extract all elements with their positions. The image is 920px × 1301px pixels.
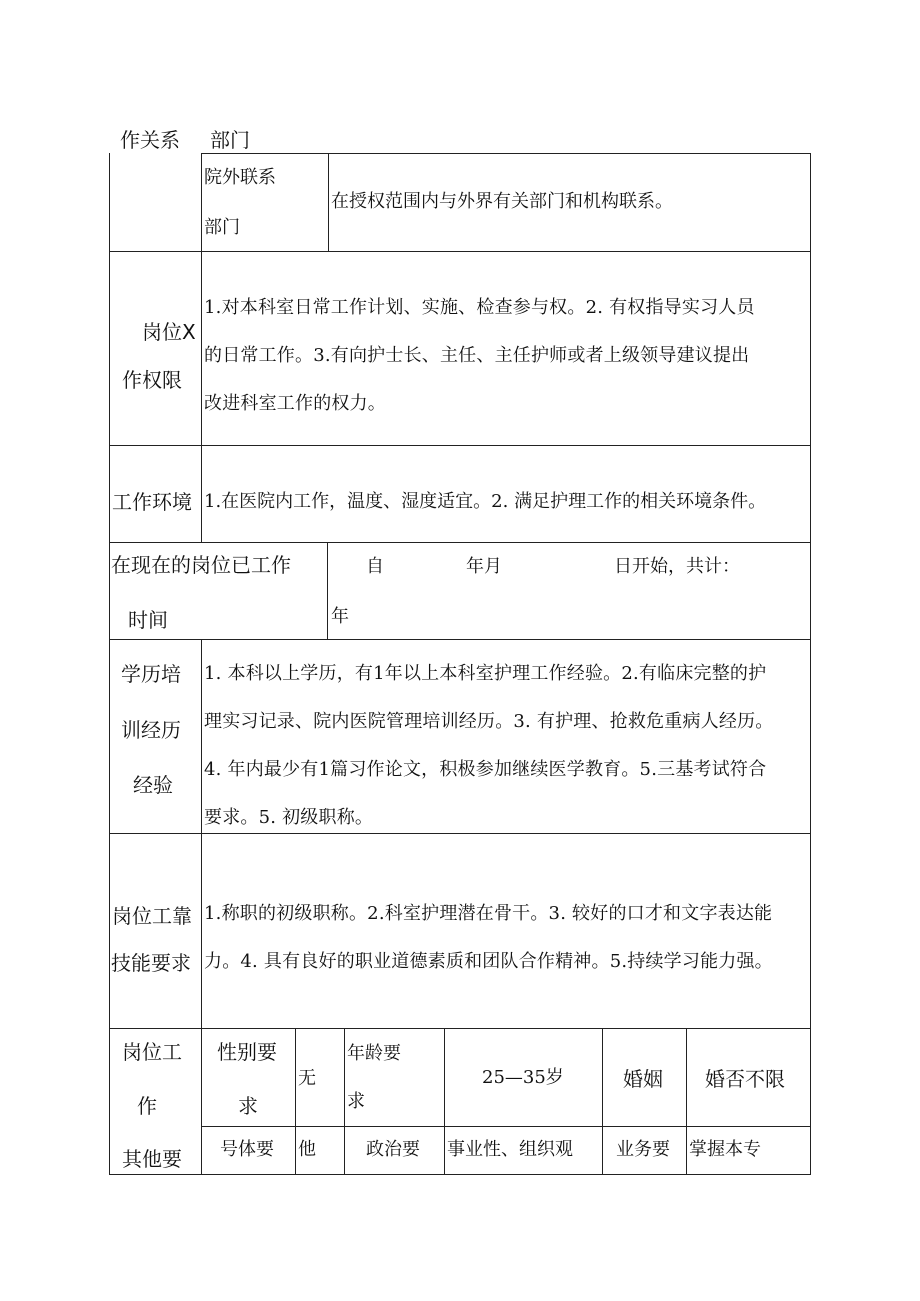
other-label-line2: 作 [137,1094,157,1118]
row-line-2 [109,445,811,446]
age-label-line1: 年龄要 [347,1043,401,1064]
education-label-line2: 训经历 [121,718,181,742]
education-line: 1. 本科以上学历，有1年以上本科室护理工作经验。2.有临床完整的护 [204,663,767,684]
row-line-1 [109,251,811,252]
skills-line: 1.称职的初级职称。2.科室护理潜在骨干。3. 较好的口才和文字表达能 [204,903,773,924]
row-line-7 [201,1126,811,1127]
other-divider-3 [444,1028,445,1174]
tenure-year-month: 年月 [466,556,502,577]
row-line-3 [109,542,811,543]
marriage-label: 婚姻 [623,1067,663,1091]
political-label: 政治要 [366,1139,420,1160]
body-value: 他 [298,1139,316,1160]
age-value: 25—35岁 [482,1067,564,1088]
other-divider-2 [344,1028,345,1174]
external-label-line2: 部门 [204,217,240,238]
tenure-label-line2: 时间 [128,608,168,632]
education-line: 要求。5. 初级职称。 [204,807,374,828]
business-value: 掌握本专 [689,1139,761,1160]
row-line-6 [109,1028,811,1029]
table-border-right [810,153,811,1174]
label-divider-bottom [201,639,202,1174]
header-department-label: 部门 [210,128,250,152]
tenure-divider [327,542,328,639]
environment-content: 1.在医院内工作，温度、湿度适宜。2. 满足护理工作的相关环境条件。 [204,491,767,512]
skills-label-line2: 技能要求 [111,951,191,975]
other-label-line1: 岗位工 [122,1040,182,1064]
table-border-top [201,153,811,154]
skills-content [204,890,810,986]
authority-line: 1.对本科室日常工作计划、实施、检查参与权。2. 有权指导实习人员 [204,297,755,318]
marriage-value: 婚否不限 [705,1067,785,1091]
education-line: 理实习记录、院内医院管理培训经历。3. 有护理、抢救危重病人经历。 [204,711,774,732]
education-line: 4. 年内最少有1篇习作论文，积极参加继续医学教育。5.三基考试符合 [204,759,767,780]
education-label-line3: 经验 [133,773,173,797]
external-content: 在授权范围内与外界有关部门和机构联系。 [331,191,673,212]
tenure-from: 自 [366,556,384,577]
authority-label-line2: 作权限 [122,368,182,392]
other-label-line3: 其他要 [122,1147,182,1171]
external-divider [328,153,329,251]
tenure-years: 年 [331,606,349,627]
other-divider-4 [602,1028,603,1174]
body-label: 号体要 [220,1139,274,1160]
political-value: 事业性、组织观 [447,1139,573,1160]
gender-label-line2: 求 [238,1094,258,1118]
environment-label: 工作环境 [112,490,192,514]
tenure-day-start: 日开始，共计： [614,556,740,577]
other-divider-1 [295,1028,296,1174]
skills-line: 力。4. 具有良好的职业道德素质和团队合作精神。5.持续学习能力强。 [204,951,773,972]
authority-label-line1: 岗位X [142,320,196,344]
gender-label-line1: 性别要 [217,1040,277,1064]
business-label: 业务要 [616,1139,670,1160]
authority-line: 改进科室工作的权力。 [204,393,386,414]
other-divider-5 [686,1028,687,1174]
tenure-label-line1: 在现在的岗位已工作 [111,553,291,577]
authority-content [204,284,810,428]
authority-line: 的日常工作。3.有向护士长、主任、主任护师或者上级领导建议提出 [204,345,750,366]
skills-label-line1: 岗位工靠 [112,904,192,928]
age-label-line2: 求 [347,1091,365,1112]
external-label-line1: 院外联系 [204,167,276,188]
table-border-bottom [109,1174,811,1175]
header-relation-label: 作关系 [120,128,180,152]
table-border-left [109,153,110,1174]
row-line-4 [109,639,811,640]
education-content [204,650,810,842]
label-divider-top [201,153,202,542]
gender-value: 无 [298,1068,316,1089]
education-label-line1: 学历培 [121,662,181,686]
